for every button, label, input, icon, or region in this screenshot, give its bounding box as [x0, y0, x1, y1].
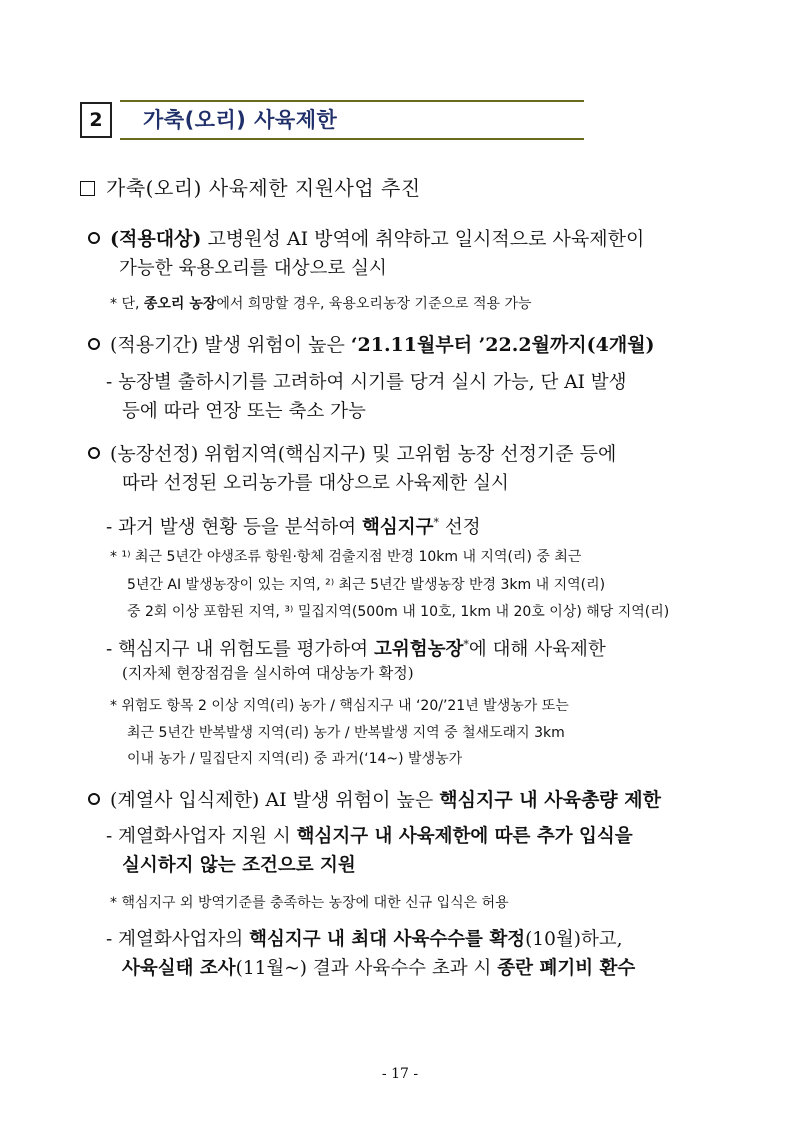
footnote-2-line3: 이내 농가 / 밀집단지 지역(리) 중 과거(‘14~) 발생농가 [127, 751, 463, 767]
item-target-line2: 가능한 육용오리를 대상으로 실시 [119, 258, 387, 279]
item-affiliate-note: * 핵심지구 외 방역기준를 충족하는 농장에 대한 신규 입식은 허용 [110, 895, 509, 911]
circle-bullet-icon [88, 232, 100, 244]
footnote-1-line1: * ¹⁾ 최근 5년간 야생조류 항원·항체 검출지점 반경 10km 내 지역(리) 중 최근 [110, 549, 582, 565]
footnote-1-line3: 중 2회 이상 포함된 지역, ³⁾ 밀집지역(500m 내 10호, 1km 내 20호 이상) 해당 지역(리) [127, 604, 670, 620]
checkbox-square-icon [80, 181, 95, 196]
circle-bullet-icon [88, 338, 100, 350]
item-period-dash-line2: 등에 따라 연장 또는 축소 가능 [122, 401, 366, 422]
item-target [88, 225, 644, 253]
item-farm: (농장선정) 위험지역(핵심지구) 및 고위험 농장 선정기준 등에 [88, 440, 616, 468]
item-label: (적용대상) [110, 228, 202, 250]
footnote-2-line2: 최근 5년간 반복발생 지역(리) 농가 / 반복발생 지역 중 철새도래지 3km [127, 725, 565, 741]
item-affiliate-dash1-line2: 실시하지 않는 조건으로 지원 [122, 855, 356, 876]
section-number: 2 [89, 109, 103, 131]
item-target-note: * 단, 종오리 농장에서 희망할 경우, 육용오리농장 기준으로 적용 가능 [110, 296, 532, 312]
item-affiliate-dash1: - 계열화사업자 지원 시 핵심지구 내 사육제한에 따른 추가 입식을 [106, 826, 633, 847]
item-text: 고병원성 AI 방역에 취약하고 일시적으로 사육제한이 [201, 228, 645, 250]
section-rule-top [120, 100, 584, 102]
item-farm-dash2-line2: (지자체 현장점검을 실시하여 대상농가 확정) [122, 664, 414, 682]
item-affiliate-dash2: - 계열화사업자의 핵심지구 내 최대 사육수수를 확정(10월)하고, [106, 929, 623, 950]
footnote-1-line2: 5년간 AI 발생농장이 있는 지역, ²⁾ 최근 5년간 발생농장 반경 3km 내 지역(리) [127, 577, 606, 593]
section-rule-bottom [120, 138, 584, 140]
item-affiliate: (계열사 입식제한) AI 발생 위험이 높은 핵심지구 내 사육총량 제한 [88, 786, 661, 814]
heading: 가축(오리) 사육제한 지원사업 추진 [106, 176, 421, 200]
section-number-box [80, 102, 112, 138]
item-affiliate-dash2-line2: 사육실태 조사(11월~) 결과 사육수수 초과 시 종란 폐기비 환수 [122, 958, 636, 979]
page-number: - 17 - [381, 1066, 419, 1082]
circle-bullet-icon [88, 447, 100, 459]
item-farm-dash2: - 핵심지구 내 위험도를 평가하여 고위험농장*에 대해 사육제한 [106, 638, 606, 661]
item-period-dash: - 농장별 출하시기를 고려하여 시기를 당겨 실시 가능, 단 AI 발생 [106, 372, 627, 393]
section-title: 가축(오리) 사육제한 [143, 108, 338, 132]
circle-bullet-icon [88, 793, 100, 805]
item-farm-dash1: - 과거 발생 현황 등을 분석하여 핵심지구* 선정 [106, 516, 481, 539]
footnote-2-line1: * 위험도 항목 2 이상 지역(리) 농가 / 핵심지구 내 ‘20/’21년 발생농가 또는 [110, 698, 569, 714]
item-period: (적용기간) 발생 위험이 높은 ‘21.11월부터 ’22.2월까지(4개월) [88, 331, 655, 359]
item-farm-line2: 따라 선정된 오리농가를 대상으로 사육제한 실시 [122, 473, 509, 494]
